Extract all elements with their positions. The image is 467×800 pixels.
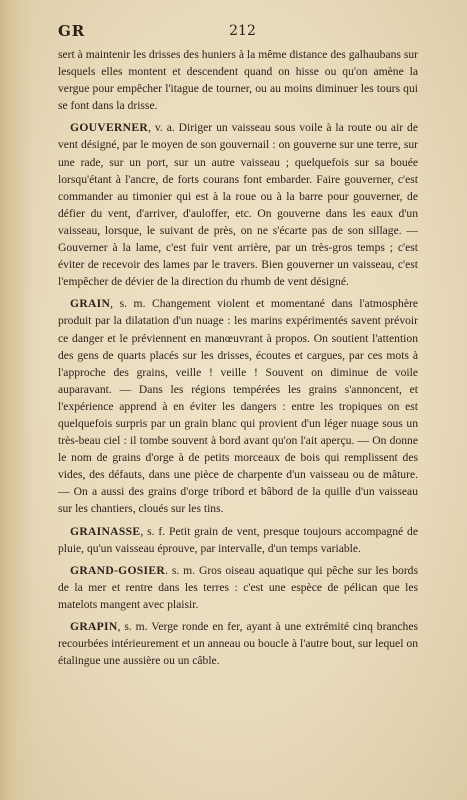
definition: , s. m. Verge ronde en fer, ayant à une extrémité cinq branches recourbées intérieurement et un anneau ou boucle à l'autre bout, sur lequel on étalingue une aussière ou un câble. bbox=[58, 620, 418, 668]
entry-grand-gosier bbox=[58, 562, 418, 613]
definition: . s. m. Gros oiseau aquatique qui pêche sur les bords de la mer et rentre dans les terres : c'est une espèce de pélican que les matelots mangent avec plaisir. bbox=[58, 563, 418, 611]
page-number: 212 bbox=[229, 23, 256, 39]
entry-gouverner bbox=[58, 119, 418, 290]
headword: GOUVERNER bbox=[70, 121, 149, 135]
page-header bbox=[58, 22, 427, 42]
headword: GRAPIN bbox=[70, 620, 118, 633]
dictionary-text bbox=[58, 46, 418, 674]
entry-grainasse bbox=[58, 523, 418, 557]
headword: GRAIN bbox=[70, 297, 111, 311]
continued-paragraph: sert à maintenir les drisses des huniers à la même distance des galhaubans sur lesquels elles montent et descendent quand on hisse ou qu'on amène la vergue pour empêcher l'itague de tourner, ou au moins diminuer les tours qui se font dans la drisse. bbox=[58, 48, 418, 113]
headword: GRAINASSE bbox=[70, 524, 141, 538]
page-spine-shadow bbox=[0, 0, 34, 800]
entry-grain bbox=[58, 295, 418, 517]
definition: , s. f. Petit grain de vent, presque toujours accompagné de pluie, qu'un vaisseau éprouve, par intervalle, d'un temps variable. bbox=[58, 524, 418, 555]
entry-grapin bbox=[58, 618, 418, 669]
running-head: GR bbox=[58, 22, 86, 40]
headword: GRAND-GOSIER bbox=[70, 563, 166, 577]
definition: , s. m. Changement violent et momentané dans l'atmosphère produit par la dilatation d'un nuage : les marins expérimentés savent prévoir ce danger et le préviennent en manœuvrant à propos. On soutient l'attention des gens de quarts placés sur les drisses, écoutes et cargues, par ces mots à l'approche des grains, veille ! veille ! Souvent on diminue de voile auparavant. — Dans les régions tempérées les grains s'annoncent, et l'expérience apprend à en éviter les dangers : entre les tropiques on est quelquefois surpris par un grain blanc qui provient d'un léger nuage sous un très-beau ciel : il tombe souvent à bord avant qu'on l'ait aperçu. — On donne le nom de grains d'orge à de petits morceaux de bois qui remplissent des vides, des défauts, dans une pièce de charpente d'un vaisseau ou de mâture. — On a aussi des grains d'orge tribord et bâbord de la quille d'un vaisseau sur les chantiers, cloués sur les tins. bbox=[58, 297, 418, 516]
definition: , v. a. Diriger un vaisseau sous voile à la route ou air de vent désigné, par le moyen de son gouvernail : on gouverne sur une terre, sur une rade, sur un port, sur un autre vaisseau ; quelquefois sur sa bouée lorsqu'étant à l'ancre, de forts courans font embarder. Faire gouverner, c'est commander au timonier qui est à la roue ou à la barre pour gouverner, de défier du vent, d'arriver, d'auloffer, etc. On gouverne dans les eaux d'un vaisseau, lorsque, le suivant de près, on ne s'écarte pas de son sillage. — Gouverner à la lame, c'est fuir vent arrière, par un très-gros temps ; c'est éviter de recevoir des lames par le travers. Bien gouverner un vaisseau, c'est l'empêcher de dévier de la direction du rhumb de vent désigné. bbox=[58, 121, 418, 289]
